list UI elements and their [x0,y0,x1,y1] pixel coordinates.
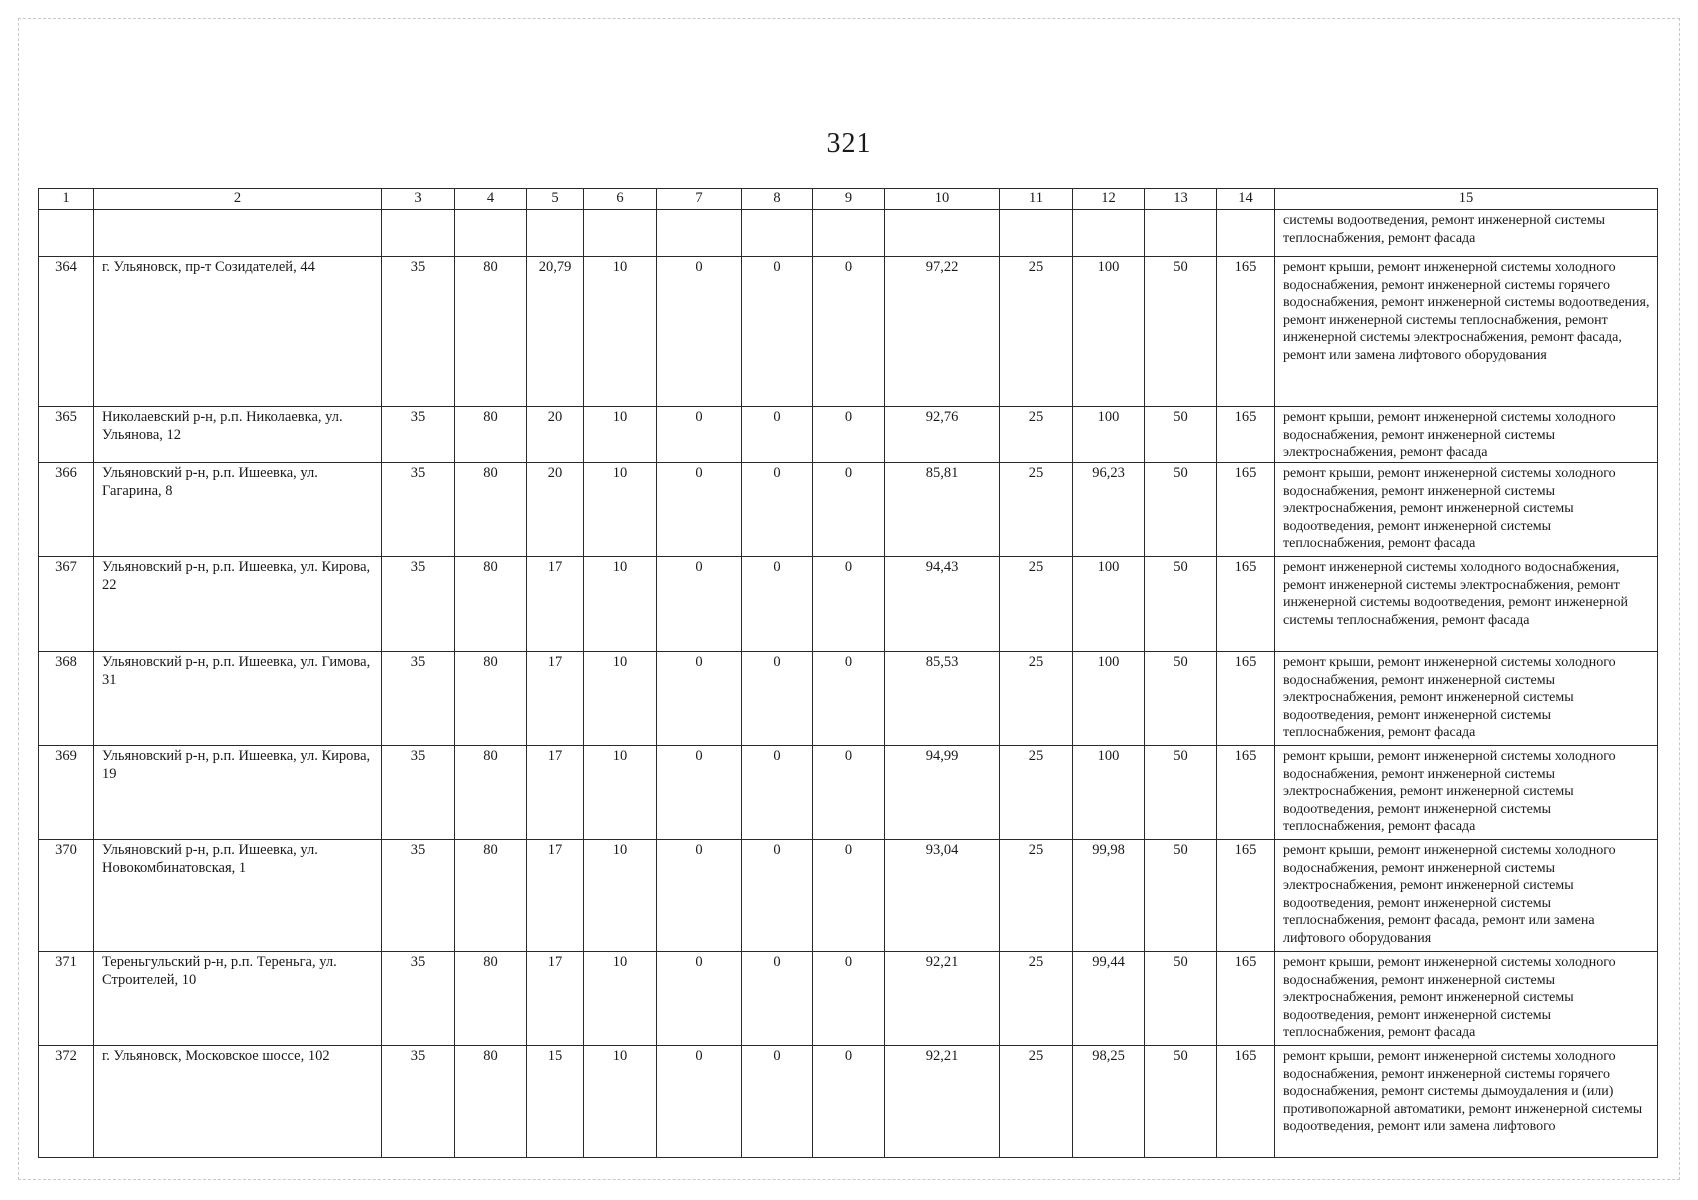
cell-value: 17 [527,746,584,840]
registry-table [38,188,1658,1158]
cell-address: Ульяновский р-н, р.п. Ишеевка, ул. Новокомбинатовская, 1 [94,840,382,952]
col-header: 14 [1217,189,1275,210]
cell-value: 10 [584,557,657,652]
col-header: 9 [813,189,885,210]
cell-value: 99,98 [1073,840,1145,952]
cell-value: 85,81 [885,463,1000,557]
cell-value: 165 [1217,952,1275,1046]
cell-value: 0 [813,557,885,652]
cell-value: 17 [527,652,584,746]
cell-number: 368 [39,652,94,746]
cell-value: 50 [1145,652,1217,746]
cell-value: 85,53 [885,652,1000,746]
cell-value: 0 [657,407,742,463]
cell-value: 10 [584,463,657,557]
cell-works: ремонт крыши, ремонт инженерной системы холодного водоснабжения, ремонт инженерной системы горячего водоснабжения, ремонт системы дымоудаления и (или) противопожарной автоматики, ремонт инженерной системы водоотведения, ремонт или замена лифтового [1275,1046,1658,1158]
cell-value: 80 [455,952,527,1046]
cell-value: 50 [1145,463,1217,557]
cell-number: 365 [39,407,94,463]
table-row [39,652,1658,746]
cell-value: 165 [1217,407,1275,463]
cell-value: 0 [742,463,813,557]
cell-value: 80 [455,463,527,557]
col-header: 5 [527,189,584,210]
cell-works: ремонт крыши, ремонт инженерной системы холодного водоснабжения, ремонт инженерной системы электроснабжения, ремонт фасада [1275,407,1658,463]
cell-number: 366 [39,463,94,557]
cell-value: 80 [455,257,527,407]
col-header: 1 [39,189,94,210]
cell-value: 92,76 [885,407,1000,463]
cell-value: 165 [1217,652,1275,746]
cell-value: 50 [1145,746,1217,840]
cell-value: 92,21 [885,1046,1000,1158]
cell-value [1217,210,1275,257]
cell-value: 35 [382,407,455,463]
cell-works: ремонт инженерной системы холодного водоснабжения, ремонт инженерной системы электроснабжения, ремонт инженерной системы водоотведения, ремонт инженерной системы теплоснабжения, ремонт фасада [1275,557,1658,652]
cell-value: 80 [455,746,527,840]
cell-value: 99,44 [1073,952,1145,1046]
cell-value: 20 [527,407,584,463]
cell-value [1145,210,1217,257]
cell-value: 0 [813,840,885,952]
cell-value: 25 [1000,746,1073,840]
cell-value: 0 [742,952,813,1046]
table-row [39,1046,1658,1158]
cell-value: 35 [382,557,455,652]
cell-value [813,210,885,257]
cell-value: 25 [1000,557,1073,652]
cell-value: 100 [1073,746,1145,840]
cell-value: 80 [455,840,527,952]
cell-value: 96,23 [1073,463,1145,557]
cell-value: 93,04 [885,840,1000,952]
cell-value: 0 [813,746,885,840]
cell-value [527,210,584,257]
cell-value: 0 [742,652,813,746]
cell-value: 25 [1000,407,1073,463]
cell-value: 0 [657,1046,742,1158]
cell-value: 17 [527,840,584,952]
cell-value: 35 [382,257,455,407]
cell-value: 50 [1145,557,1217,652]
cell-value: 165 [1217,257,1275,407]
cell-address [94,210,382,257]
cell-value [455,210,527,257]
cell-number: 371 [39,952,94,1046]
col-header: 3 [382,189,455,210]
cell-value [1000,210,1073,257]
cell-value: 80 [455,407,527,463]
col-header: 12 [1073,189,1145,210]
cell-address: Тереньгульский р-н, р.п. Тереньга, ул. Строителей, 10 [94,952,382,1046]
cell-value: 0 [742,1046,813,1158]
cell-value: 35 [382,652,455,746]
cell-value: 0 [742,746,813,840]
page-number: 321 [826,128,872,159]
col-header: 2 [94,189,382,210]
cell-value: 97,22 [885,257,1000,407]
col-header: 8 [742,189,813,210]
cell-address: г. Ульяновск, Московское шоссе, 102 [94,1046,382,1158]
cell-works: ремонт крыши, ремонт инженерной системы холодного водоснабжения, ремонт инженерной системы электроснабжения, ремонт инженерной системы водоотведения, ремонт инженерной системы теплоснабжения, ремонт фасада, ремонт или замена лифтового оборудования [1275,840,1658,952]
cell-value [742,210,813,257]
table-row [39,407,1658,463]
cell-value: 0 [657,557,742,652]
cell-number: 367 [39,557,94,652]
table-row [39,463,1658,557]
cell-value: 92,21 [885,952,1000,1046]
cell-value: 0 [657,952,742,1046]
cell-value: 0 [813,1046,885,1158]
cell-value: 17 [527,952,584,1046]
cell-number: 364 [39,257,94,407]
table-row [39,746,1658,840]
cell-value: 0 [742,257,813,407]
cell-address: Николаевский р-н, р.п. Николаевка, ул. Ульянова, 12 [94,407,382,463]
cell-address: Ульяновский р-н, р.п. Ишеевка, ул. Кирова, 22 [94,557,382,652]
cell-value: 0 [742,840,813,952]
cell-address: Ульяновский р-н, р.п. Ишеевка, ул. Гагарина, 8 [94,463,382,557]
cell-value: 10 [584,257,657,407]
cell-works: ремонт крыши, ремонт инженерной системы холодного водоснабжения, ремонт инженерной системы электроснабжения, ремонт инженерной системы водоотведения, ремонт инженерной системы теплоснабжения, ремонт фасада [1275,746,1658,840]
cell-value: 25 [1000,1046,1073,1158]
col-header: 13 [1145,189,1217,210]
cell-value: 0 [657,652,742,746]
cell-value [382,210,455,257]
cell-address: Ульяновский р-н, р.п. Ишеевка, ул. Гимова, 31 [94,652,382,746]
col-header: 7 [657,189,742,210]
cell-value: 10 [584,652,657,746]
cell-value: 100 [1073,257,1145,407]
cell-value: 165 [1217,463,1275,557]
cell-value: 10 [584,840,657,952]
cell-value: 0 [657,840,742,952]
cell-value: 50 [1145,952,1217,1046]
col-header: 11 [1000,189,1073,210]
cell-address: Ульяновский р-н, р.п. Ишеевка, ул. Кирова, 19 [94,746,382,840]
cell-works: системы водоотведения, ремонт инженерной системы теплоснабжения, ремонт фасада [1275,210,1658,257]
cell-works: ремонт крыши, ремонт инженерной системы холодного водоснабжения, ремонт инженерной системы горячего водоснабжения, ремонт инженерной системы водоотведения, ремонт инженерной системы теплоснабжения, ремонт инженерной системы электроснабжения, ремонт фасада, ремонт или замена лифтового оборудования [1275,257,1658,407]
cell-value: 35 [382,952,455,1046]
cell-value: 35 [382,746,455,840]
table-row [39,210,1658,257]
cell-value: 0 [657,463,742,557]
cell-value: 80 [455,652,527,746]
cell-number: 370 [39,840,94,952]
cell-value: 10 [584,952,657,1046]
cell-value: 0 [813,257,885,407]
cell-value: 98,25 [1073,1046,1145,1158]
cell-value: 165 [1217,840,1275,952]
cell-works: ремонт крыши, ремонт инженерной системы холодного водоснабжения, ремонт инженерной системы электроснабжения, ремонт инженерной системы водоотведения, ремонт инженерной системы теплоснабжения, ремонт фасада [1275,652,1658,746]
cell-value: 80 [455,1046,527,1158]
cell-value: 165 [1217,1046,1275,1158]
cell-value: 10 [584,746,657,840]
table-row [39,952,1658,1046]
col-header: 4 [455,189,527,210]
cell-value: 0 [813,463,885,557]
table-row [39,257,1658,407]
cell-value: 50 [1145,840,1217,952]
cell-value: 20,79 [527,257,584,407]
cell-value: 35 [382,463,455,557]
cell-value: 25 [1000,840,1073,952]
cell-value: 25 [1000,952,1073,1046]
cell-number [39,210,94,257]
cell-value: 100 [1073,652,1145,746]
cell-value: 0 [742,557,813,652]
table-row [39,840,1658,952]
cell-value: 15 [527,1046,584,1158]
cell-works: ремонт крыши, ремонт инженерной системы холодного водоснабжения, ремонт инженерной системы электроснабжения, ремонт инженерной системы водоотведения, ремонт инженерной системы теплоснабжения, ремонт фасада [1275,952,1658,1046]
cell-value [885,210,1000,257]
cell-value: 94,43 [885,557,1000,652]
cell-value: 165 [1217,746,1275,840]
cell-value: 50 [1145,1046,1217,1158]
cell-value: 0 [742,407,813,463]
cell-value: 25 [1000,463,1073,557]
cell-value: 25 [1000,652,1073,746]
cell-value [1073,210,1145,257]
cell-value: 0 [813,652,885,746]
cell-number: 372 [39,1046,94,1158]
cell-value: 50 [1145,257,1217,407]
table-row [39,557,1658,652]
cell-value: 50 [1145,407,1217,463]
cell-number: 369 [39,746,94,840]
cell-value [584,210,657,257]
cell-value: 165 [1217,557,1275,652]
cell-value: 0 [657,257,742,407]
cell-value: 35 [382,1046,455,1158]
cell-value: 10 [584,407,657,463]
cell-value: 0 [657,746,742,840]
cell-address: г. Ульяновск, пр-т Созидателей, 44 [94,257,382,407]
cell-value: 94,99 [885,746,1000,840]
cell-works: ремонт крыши, ремонт инженерной системы холодного водоснабжения, ремонт инженерной системы электроснабжения, ремонт инженерной системы водоотведения, ремонт инженерной системы теплоснабжения, ремонт фасада [1275,463,1658,557]
cell-value: 80 [455,557,527,652]
cell-value: 25 [1000,257,1073,407]
cell-value: 100 [1073,557,1145,652]
col-header: 15 [1275,189,1658,210]
col-header: 10 [885,189,1000,210]
cell-value: 0 [813,952,885,1046]
cell-value: 20 [527,463,584,557]
cell-value: 10 [584,1046,657,1158]
col-header: 6 [584,189,657,210]
cell-value: 100 [1073,407,1145,463]
cell-value [657,210,742,257]
cell-value: 0 [813,407,885,463]
cell-value: 35 [382,840,455,952]
cell-value: 17 [527,557,584,652]
header-row [39,189,1658,210]
